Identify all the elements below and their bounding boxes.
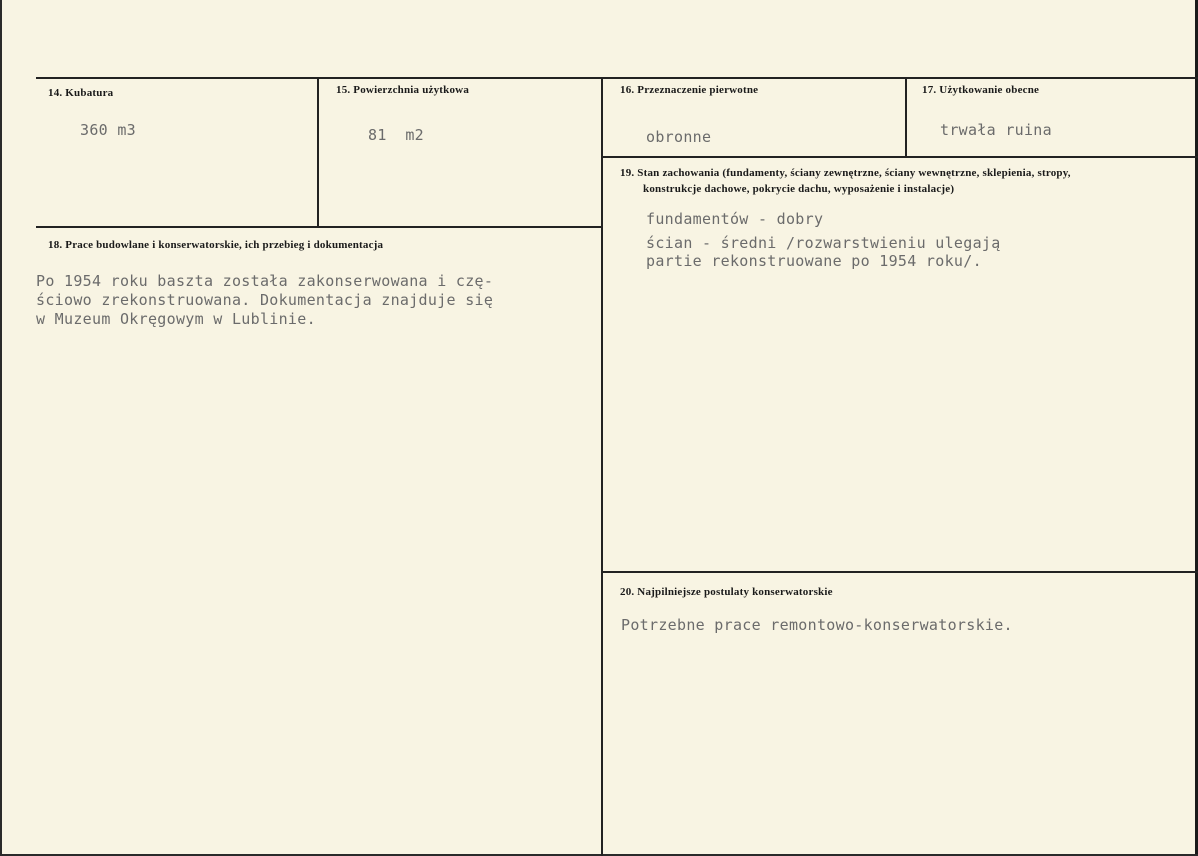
field-15-value: 81 m2	[368, 126, 424, 144]
field-18-label: 18. Prace budowlane i konserwatorskie, ich przebieg i dokumentacja	[48, 239, 384, 251]
divider-center	[601, 77, 603, 856]
field-19-label-line1: 19. Stan zachowania (fundamenty, ściany zewnętrzne, ściany wewnętrzne, sklepienia, stropy,	[620, 167, 1071, 179]
field-19-line-2: ścian - średni /rozwarstwieniu ulegają	[646, 234, 1001, 252]
field-16-value: obronne	[646, 128, 712, 146]
divider-16-17	[905, 77, 907, 157]
divider-14-15	[317, 77, 319, 227]
field-15-label: 15. Powierzchnia użytkowa	[336, 84, 470, 96]
field-18-line-1: Po 1954 roku baszta została zakonserwowana i czę-	[36, 272, 494, 290]
card-left-edge	[0, 0, 2, 856]
field-19-line-1: fundamentów - dobry	[646, 210, 824, 228]
field-19-label-line2: konstrukcje dachowe, pokrycie dachu, wyposażenie i instalacje)	[643, 183, 955, 195]
field-17-value: trwała ruina	[940, 121, 1052, 139]
rule-under-16-17	[601, 156, 1198, 158]
field-16-label: 16. Przeznaczenie pierwotne	[620, 84, 759, 96]
field-14-value: 360 m3	[80, 121, 136, 139]
field-18-line-2: ściowo zrekonstruowana. Dokumentacja znajduje się	[36, 291, 494, 309]
top-rule	[36, 77, 1198, 79]
field-20-value: Potrzebne prace remontowo-konserwatorskie.	[621, 616, 1013, 634]
field-14-label: 14. Kubatura	[48, 87, 114, 99]
field-19-line-3: partie rekonstruowane po 1954 roku/.	[646, 252, 982, 270]
field-20-label: 20. Najpilniejsze postulaty konserwatorskie	[620, 586, 833, 598]
rule-above-20	[601, 571, 1198, 573]
field-17-label: 17. Użytkowanie obecne	[922, 84, 1040, 96]
rule-under-14-15	[36, 226, 602, 228]
field-18-line-3: w Muzeum Okręgowym w Lublinie.	[36, 310, 316, 328]
